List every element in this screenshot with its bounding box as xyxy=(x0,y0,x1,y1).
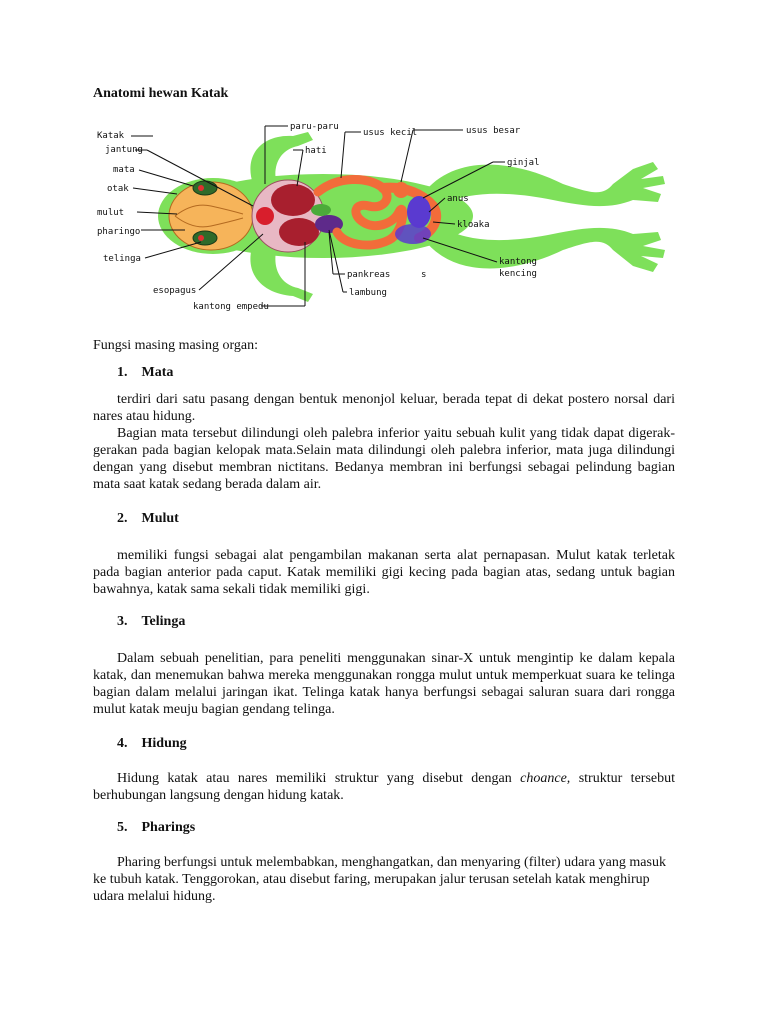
label-paru-paru: paru-paru xyxy=(290,122,339,132)
section-mata xyxy=(93,365,675,493)
paragraph: Dalam sebuah penelitian, para peneliti menggunakan sinar-X untuk mengintip ke dalam kepala katak, dan menemukan bahwa mereka menggunakan rongga mulut untuk memperkuat suara ke telinga bagian dalam melalui jaringan ikat. Telinga katak hanya berfungsi sebagai saluran suara dari rongga mulut katak meuju bagian gendang telinga. xyxy=(93,651,675,717)
heart xyxy=(256,207,274,225)
label-mata: mata xyxy=(113,165,135,175)
paragraph: terdiri dari satu pasang dengan bentuk menonjol keluar, berada tepat di dekat postero norsal dari nares atau hidung. xyxy=(93,392,675,424)
section-heading xyxy=(93,365,675,381)
paragraph: memiliki fungsi sebagai alat pengambilan makanan serta alat pernapasan. Mulut katak terletak pada bagian anterior pada caput. Katak memiliki gigi kecing pada bagian atas, sedang untuk bagian bawahnya, katak sama sekali tidak memiliki gigi. xyxy=(93,548,675,597)
section-pharings xyxy=(93,820,675,905)
section-title: Mata xyxy=(141,365,174,380)
paragraph-text: struktur tersebut berhubungan langsung dengan hidung katak. xyxy=(93,771,676,803)
frog-anatomy-diagram xyxy=(93,114,693,320)
kidney xyxy=(407,196,431,228)
section-heading xyxy=(93,614,675,630)
label-lambung: lambung xyxy=(349,288,387,298)
label-usus-besar: usus besar xyxy=(466,126,521,136)
section-number: 4. xyxy=(117,736,128,751)
label-kencing: kencing xyxy=(499,269,537,279)
section-title: Pharings xyxy=(141,820,196,835)
label-s: s xyxy=(421,270,427,280)
section-number: 5. xyxy=(117,820,128,835)
section-mulut xyxy=(93,511,675,598)
bladder xyxy=(395,224,431,244)
label-telinga: telinga xyxy=(103,254,141,264)
label-kantong: kantong xyxy=(499,257,537,267)
section-hidung xyxy=(93,736,675,804)
section-telinga xyxy=(93,614,675,718)
label-pharingo: pharingo xyxy=(97,227,141,237)
section-title: Mulut xyxy=(141,511,179,526)
section-heading xyxy=(93,820,675,836)
paragraph: Bagian mata tersebut dilindungi oleh palebra inferior yaitu sebuah kulit yang tidak dapat digerak-gerakan pada bagian kelopak mata.Selain mata dilindungi oleh palebra inferior, mata juga dilindungi dengan yang disebut membran nictitans. Bedanya membran ini berfungsi sebagai pelindung bagian mata saat katak sedang berada dalam air. xyxy=(93,426,675,492)
section-title: Hidung xyxy=(141,736,187,751)
label-usus-kecil: usus kecil xyxy=(363,128,418,138)
label-anus: anus xyxy=(447,194,469,204)
section-heading xyxy=(93,736,675,752)
term-choance: choance, xyxy=(520,771,571,786)
section-title: Telinga xyxy=(141,614,186,629)
label-jantung: jantung xyxy=(105,145,143,155)
eye-top xyxy=(193,181,217,195)
page-title: Anatomi hewan Katak xyxy=(93,86,229,101)
label-mulut: mulut xyxy=(97,208,125,218)
label-otak: otak xyxy=(107,184,129,194)
paragraph: Pharing berfungsi untuk melembabkan, menghangatkan, dan menyaring (filter) udara yang masuk ke tubuh katak. Tenggorokan, atau disebut faring, merupakan jalur terusan setelah katak menghirup udara melalui hidung. xyxy=(93,855,666,904)
paragraph-text: Hidung katak atau nares memiliki struktur yang disebut dengan xyxy=(117,771,521,786)
paragraph xyxy=(93,770,675,804)
section-number: 1. xyxy=(117,365,128,380)
lead-text: Fungsi masing masing organ: xyxy=(93,338,259,353)
label-ginjal: ginjal xyxy=(507,158,540,168)
label-kloaka: kloaka xyxy=(457,220,490,230)
label-pankreas: pankreas xyxy=(347,270,391,280)
liver xyxy=(271,184,315,216)
section-heading xyxy=(93,511,675,527)
label-katak: Katak xyxy=(97,131,125,141)
section-number: 2. xyxy=(117,511,128,526)
frog-anatomy-figure xyxy=(93,114,693,320)
label-esopagus: esopagus xyxy=(153,286,197,296)
label-kantong-empedu: kantong empedu xyxy=(193,302,269,312)
label-hati: hati xyxy=(305,146,327,156)
section-number: 3. xyxy=(117,614,128,629)
